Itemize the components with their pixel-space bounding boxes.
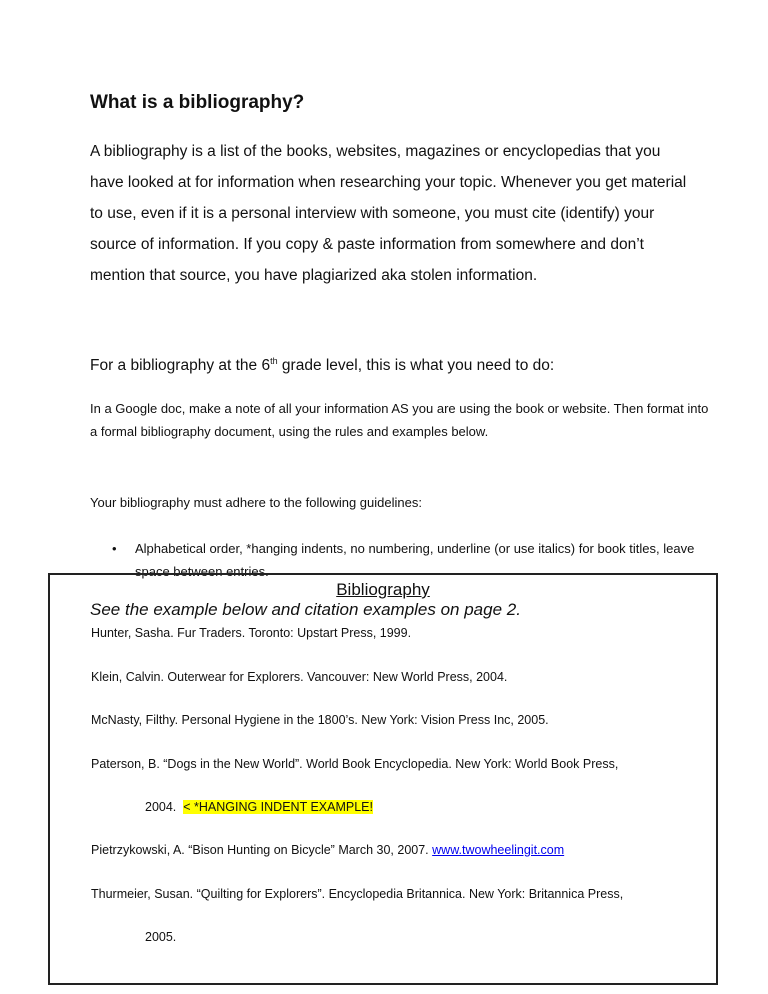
bibliography-example-box	[48, 573, 718, 985]
hanging-indent-highlight: < *HANGING INDENT EXAMPLE!	[183, 800, 373, 814]
guidelines-intro: Your bibliography must adhere to the following guidelines:	[90, 495, 422, 510]
bullet-icon: •	[112, 541, 117, 556]
bib-entry-continuation: 2005.	[145, 930, 177, 944]
page-title: What is a bibliography?	[90, 92, 305, 113]
bib-entry-text: Pietrzykowski, A. “Bison Hunting on Bicycle” March 30, 2007.	[91, 843, 429, 857]
bib-entry-year: 2004.	[145, 800, 177, 814]
instructions-paragraph: In a Google doc, make a note of all your information AS you are using the book or website. Then format into a formal bibliography document, using the rules and examples below.	[90, 401, 709, 439]
bib-entry: Thurmeier, Susan. “Quilting for Explorers”. Encyclopedia Britannica. New York: Britannica Press,	[91, 887, 624, 901]
bib-entry: Klein, Calvin. Outerwear for Explorers. Vancouver: New World Press, 2004.	[91, 670, 508, 684]
website-link[interactable]: www.twowheelingit.com	[432, 843, 565, 857]
bibliography-title: Bibliography	[336, 580, 430, 599]
grade-line-superscript: th	[270, 356, 278, 366]
grade-line-text-end: grade level, this is what you need to do:	[277, 357, 555, 375]
bib-entry: McNasty, Filthy. Personal Hygiene in the 1800’s. New York: Vision Press Inc, 2005.	[91, 713, 549, 727]
bib-entry: Paterson, B. “Dogs in the New World”. World Book Encyclopedia. New York: World Book Press,	[91, 757, 619, 771]
bib-entry: Hunter, Sasha. Fur Traders. Toronto: Upstart Press, 1999.	[91, 626, 412, 640]
grade-level-line	[90, 346, 690, 381]
guideline-bullet: Alphabetical order, *hanging indents, no numbering, underline (or use italics) for book titles, leave space between entries.	[135, 541, 695, 579]
bib-entry-continuation	[145, 800, 373, 814]
intro-paragraph: A bibliography is a list of the books, websites, magazines or encyclopedias that you have looked at for information when researching your topic. Whenever you get material to use, even if it is a personal interview with someone, you must cite (identify) your source of information. If you copy & paste information from somewhere and don’t mention that source, you have plagiarized aka stolen information.	[90, 143, 687, 284]
grade-line-text: For a bibliography at the 6	[90, 357, 271, 375]
bib-entry	[91, 843, 564, 857]
see-example-note: See the example below and citation examples on page 2.	[90, 600, 521, 619]
